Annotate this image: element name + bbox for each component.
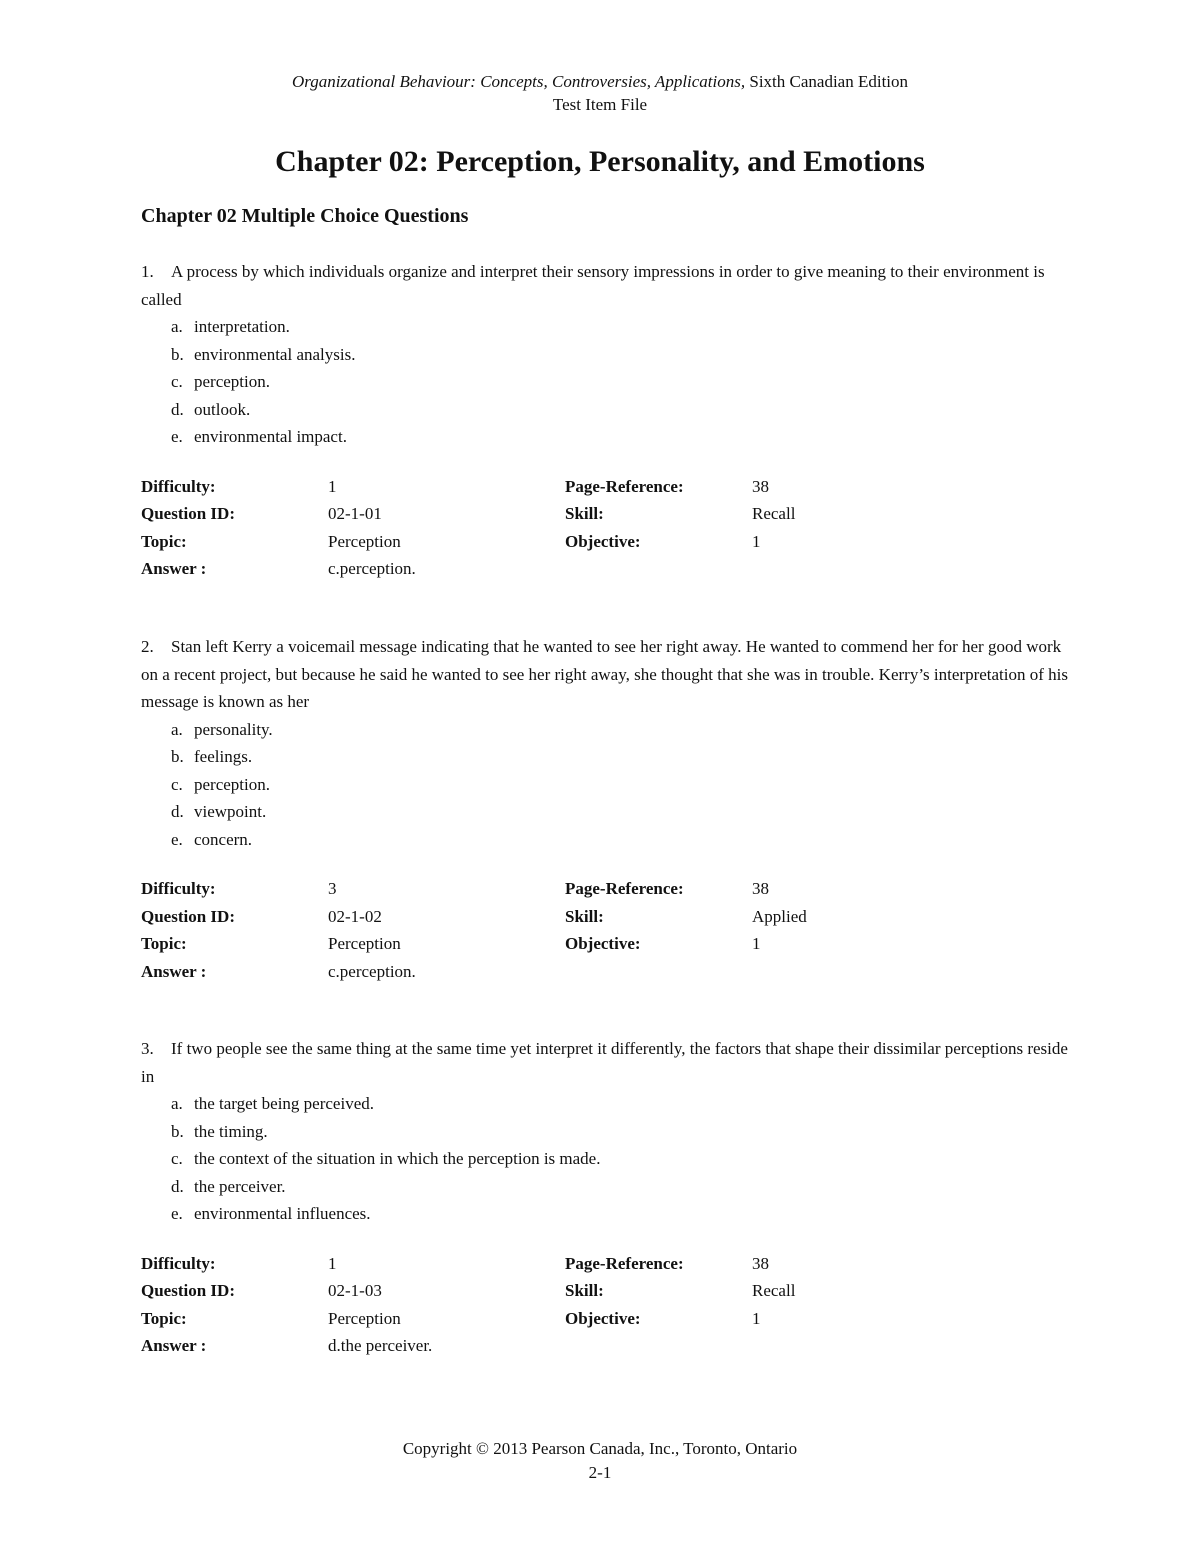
header-title-line xyxy=(0,70,1200,93)
skill-value: Recall xyxy=(752,504,796,523)
answer-value: c.perception. xyxy=(328,961,416,981)
book-title: Organizational Behaviour: Concepts, Controversies, Applications, xyxy=(291,72,746,91)
question-id-label: Question ID: xyxy=(141,1281,235,1300)
page-reference-label: Page-Reference: xyxy=(565,476,684,496)
question-metadata xyxy=(141,875,1071,985)
option-a: a. interpretation. xyxy=(171,317,290,336)
answer-value: c.perception. xyxy=(328,559,416,578)
option-a: a. the target being perceived. xyxy=(171,1094,374,1113)
option-d: d. outlook. xyxy=(171,399,251,419)
objective-label: Objective: xyxy=(565,934,641,953)
question-id-value: 02-1-01 xyxy=(328,504,382,523)
topic-value: Perception xyxy=(328,1308,401,1328)
question-1 xyxy=(141,258,1071,583)
option-e: e. concern. xyxy=(171,829,253,849)
difficulty-label: Difficulty: xyxy=(141,1253,216,1273)
answer-options xyxy=(141,313,1071,451)
page-reference-value: 38 xyxy=(752,476,769,496)
objective-label: Objective: xyxy=(565,531,641,551)
difficulty-value: 1 xyxy=(328,1253,337,1273)
chapter-title: Chapter 02: Perception, Personality, and Emotions xyxy=(275,145,925,178)
option-b: b. feelings. xyxy=(171,747,253,766)
difficulty-value: 1 xyxy=(328,476,337,496)
answer-value: d.the perceiver. xyxy=(328,1336,433,1355)
question-metadata xyxy=(141,1250,1071,1360)
question-metadata xyxy=(141,473,1071,583)
question-stem xyxy=(141,258,1071,313)
objective-value: 1 xyxy=(752,934,761,953)
answer-label: Answer : xyxy=(141,559,207,578)
topic-value: Perception xyxy=(328,531,401,551)
difficulty-value: 3 xyxy=(328,879,337,898)
difficulty-label: Difficulty: xyxy=(141,879,216,898)
page-reference-label: Page-Reference: xyxy=(565,1253,684,1273)
answer-options xyxy=(141,1090,1071,1228)
option-e: e. environmental impact. xyxy=(171,427,347,446)
objective-value: 1 xyxy=(752,531,761,551)
topic-value: Perception xyxy=(328,934,401,953)
page-reference-value: 38 xyxy=(752,1253,769,1273)
topic-label: Topic: xyxy=(141,934,187,953)
copyright-notice: Copyright © 2013 Pearson Canada, Inc., Toronto, Ontario xyxy=(402,1439,798,1458)
answer-options xyxy=(141,716,1071,854)
section-title: Chapter 02 Multiple Choice Questions xyxy=(141,205,469,227)
option-b: b. the timing. xyxy=(171,1121,268,1141)
option-d: d. the perceiver. xyxy=(171,1176,286,1196)
question-text: A process by which individuals organize and interpret their sensory impressions in order to give meaning to their environment is called xyxy=(141,262,1045,309)
skill-label: Skill: xyxy=(565,906,604,926)
topic-label: Topic: xyxy=(141,1308,187,1328)
question-id-label: Question ID: xyxy=(141,906,235,926)
option-e: e. environmental influences. xyxy=(171,1204,371,1223)
topic-label: Topic: xyxy=(141,531,187,551)
option-c: c. perception. xyxy=(171,372,270,391)
question-2 xyxy=(141,633,1071,985)
question-stem xyxy=(141,1035,1071,1090)
option-b: b. environmental analysis. xyxy=(171,344,356,364)
page-reference-value: 38 xyxy=(752,879,769,898)
skill-label: Skill: xyxy=(565,504,604,523)
difficulty-label: Difficulty: xyxy=(141,476,216,496)
question-stem xyxy=(141,633,1071,716)
page-footer xyxy=(0,1437,1200,1485)
skill-value: Applied xyxy=(752,906,807,926)
option-c: c. perception. xyxy=(171,774,270,794)
page-header xyxy=(0,70,1200,116)
answer-label: Answer : xyxy=(141,961,207,981)
option-d: d. viewpoint. xyxy=(171,802,267,821)
question-id-value: 02-1-02 xyxy=(328,906,382,926)
header-subtitle: Test Item File xyxy=(552,95,648,114)
edition-label: Sixth Canadian Edition xyxy=(745,72,909,91)
option-c: c. the context of the situation in which the perception is made. xyxy=(171,1149,601,1168)
question-number: 1. xyxy=(141,262,154,281)
question-id-value: 02-1-03 xyxy=(328,1281,382,1300)
question-number: 2. xyxy=(141,637,154,656)
question-text: If two people see the same thing at the same time yet interpret it differently, the factors that shape their dissimilar perceptions reside in xyxy=(141,1039,1068,1086)
option-a: a. personality. xyxy=(171,719,273,739)
question-number: 3. xyxy=(141,1039,154,1058)
question-3 xyxy=(141,1035,1071,1360)
skill-value: Recall xyxy=(752,1281,796,1300)
page-number: 2-1 xyxy=(588,1463,612,1482)
objective-value: 1 xyxy=(752,1308,761,1328)
question-text: Stan left Kerry a voicemail message indicating that he wanted to see her right away. He wanted to commend her for her good work on a recent project, but because he said he wanted to see her right away, she thought that she was in trouble. Kerry’s interpretation of his message is known as her xyxy=(141,637,1068,711)
objective-label: Objective: xyxy=(565,1308,641,1328)
answer-label: Answer : xyxy=(141,1336,207,1355)
skill-label: Skill: xyxy=(565,1281,604,1300)
question-id-label: Question ID: xyxy=(141,504,235,523)
page-reference-label: Page-Reference: xyxy=(565,879,684,898)
